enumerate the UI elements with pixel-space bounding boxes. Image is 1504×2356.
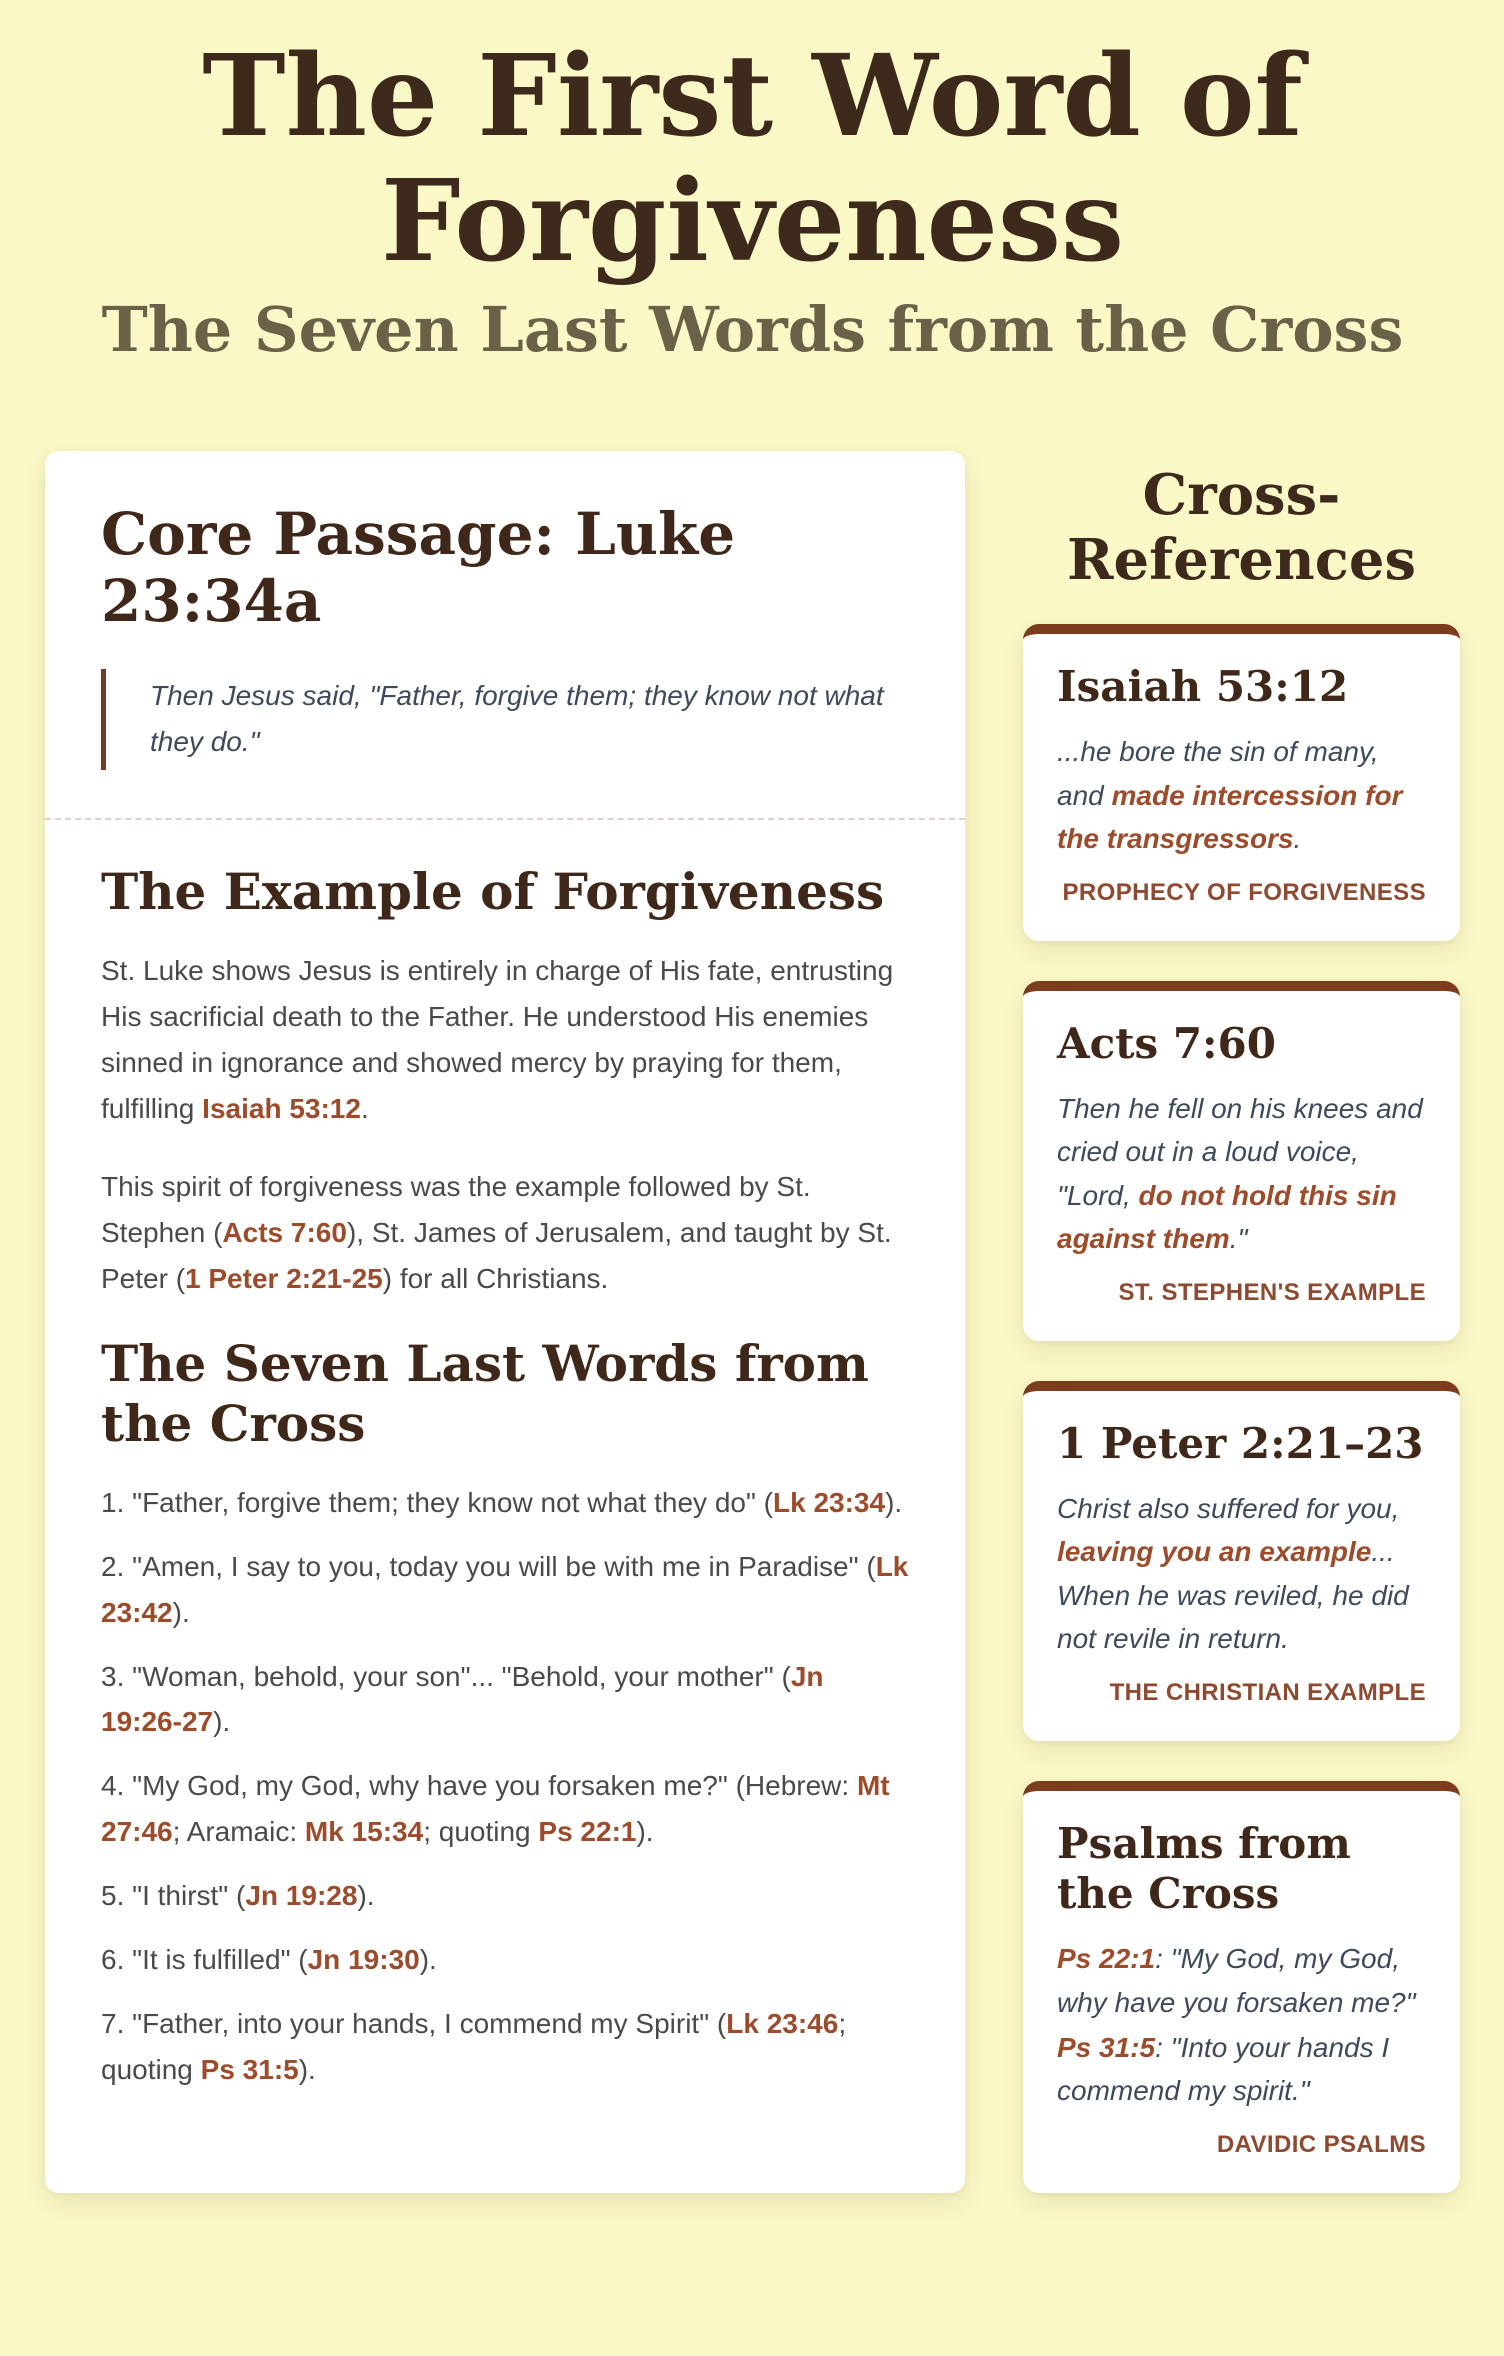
text-segment: Then he fell on his knees and cried out in a loud voice, "Lord, bbox=[1057, 1093, 1423, 1211]
scripture-ref[interactable]: Mt 27:46 bbox=[101, 1770, 890, 1848]
text-segment: ). bbox=[885, 1486, 903, 1518]
scripture-ref[interactable]: Ps 31:5 bbox=[200, 2053, 299, 2085]
xref-card-label: DAVIDIC PSALMS bbox=[1216, 2130, 1426, 2158]
text-segment: 2. "Amen, I say to you, today you will be with me in Paradise" ( bbox=[101, 1550, 876, 1582]
core-passage-quote-text: Then Jesus said, "Father, forgive them; they know not what they do." bbox=[150, 679, 884, 757]
list-item bbox=[101, 1937, 909, 1983]
list-item bbox=[101, 1654, 909, 1746]
text-segment: This spirit of forgiveness was the example followed by St. Stephen ( bbox=[101, 1171, 811, 1248]
text-segment: ; quoting bbox=[101, 2007, 847, 2085]
text-segment: 6. "It is fulfilled" ( bbox=[101, 1944, 308, 1976]
xref-card-label: THE CHRISTIAN EXAMPLE bbox=[1109, 1678, 1426, 1706]
emphasis-text: leaving you an example bbox=[1057, 1536, 1372, 1568]
xref-card-acts bbox=[1023, 981, 1460, 1341]
text-segment: 4. "My God, my God, why have you forsaken me?" (Hebrew: bbox=[101, 1770, 857, 1802]
core-passage-blockquote bbox=[101, 669, 909, 771]
scripture-ref[interactable]: Mk 15:34 bbox=[304, 1816, 424, 1848]
page-subtitle: The Seven Last Words from the Cross bbox=[101, 292, 1404, 366]
text-segment: ... When he was reviled, he did not revile in return. bbox=[1057, 1536, 1409, 1655]
scripture-ref[interactable]: Acts 7:60 bbox=[222, 1216, 347, 1248]
list-item bbox=[101, 1480, 909, 1526]
list-item bbox=[101, 1544, 909, 1636]
text-segment: St. Luke shows Jesus is entirely in charge of His fate, entrusting His sacrificial death to the Father. He understood His enemies sinned in ignorance and showed mercy by praying for them, fulfilling bbox=[101, 955, 894, 1125]
cross-references-sidebar bbox=[1023, 451, 1460, 2193]
core-passage-heading: Core Passage: Luke 23:34a bbox=[101, 500, 736, 635]
text-segment: 3. "Woman, behold, your son"... "Behold, your mother" ( bbox=[101, 1660, 791, 1692]
xref-card-heading: 1 Peter 2:21–23 bbox=[1057, 1418, 1424, 1468]
example-paragraph-1 bbox=[101, 948, 909, 1132]
text-segment: . bbox=[1293, 823, 1302, 855]
list-item bbox=[101, 2001, 909, 2093]
text-segment: . bbox=[360, 1093, 369, 1125]
xref-card-heading: Psalms from the Cross bbox=[1057, 1818, 1351, 1918]
text-segment: ), St. James of Jerusalem, and taught by St. Peter ( bbox=[101, 1216, 892, 1294]
scripture-ref[interactable]: 1 Peter 2:21-25 bbox=[185, 1262, 383, 1294]
seven-words-heading: The Seven Last Words from the Cross bbox=[101, 1333, 869, 1453]
text-segment: ). bbox=[172, 1596, 190, 1628]
xref-card-quote bbox=[1057, 2026, 1426, 2113]
xref-card-quote bbox=[1057, 730, 1426, 860]
text-segment: : "Into your hands I commend my spirit." bbox=[1057, 2032, 1390, 2107]
text-segment: ) for all Christians. bbox=[382, 1262, 609, 1294]
emphasis-text: made intercession for the transgressors bbox=[1057, 779, 1403, 855]
scripture-ref[interactable]: Lk 23:34 bbox=[773, 1486, 886, 1518]
scripture-ref[interactable]: Ps 22:1 bbox=[538, 1816, 637, 1848]
emphasis-text: Ps 22:1 bbox=[1057, 1943, 1156, 1975]
xref-card-psalms bbox=[1023, 1781, 1460, 2193]
xref-card-quote bbox=[1057, 1487, 1426, 1661]
seven-words-list bbox=[101, 1480, 909, 2093]
text-segment: ; Aramaic: bbox=[172, 1816, 305, 1848]
scripture-ref[interactable]: Lk 23:42 bbox=[101, 1550, 909, 1628]
xref-card-quote bbox=[1057, 1087, 1426, 1261]
text-segment: ). bbox=[357, 1880, 375, 1912]
text-segment: 5. "I thirst" ( bbox=[101, 1880, 246, 1912]
text-segment: ). bbox=[298, 2053, 316, 2085]
text-segment: : "My God, my God, why have you forsaken me?" bbox=[1057, 1943, 1416, 2018]
text-segment: ; quoting bbox=[423, 1816, 539, 1848]
xref-card-quote bbox=[1057, 1937, 1426, 2024]
scripture-ref[interactable]: Lk 23:46 bbox=[726, 2007, 839, 2039]
main-card bbox=[45, 451, 965, 2193]
xref-card-heading: Acts 7:60 bbox=[1057, 1018, 1277, 1068]
xref-card-peter bbox=[1023, 1381, 1460, 1741]
scripture-ref[interactable]: Jn 19:30 bbox=[307, 1944, 420, 1976]
text-segment: ). bbox=[419, 1944, 437, 1976]
text-segment: ). bbox=[213, 1706, 231, 1738]
example-paragraph-2 bbox=[101, 1164, 909, 1302]
emphasis-text: do not hold this sin against them bbox=[1057, 1179, 1397, 1255]
section-divider bbox=[45, 818, 965, 820]
xref-card-isaiah bbox=[1023, 624, 1460, 941]
example-section-heading: The Example of Forgiveness bbox=[101, 862, 885, 922]
cross-references-heading: Cross-References bbox=[1067, 462, 1416, 593]
text-segment: ." bbox=[1229, 1223, 1248, 1255]
xref-card-label: PROPHECY OF FORGIVENESS bbox=[1062, 878, 1426, 906]
text-segment: 1. "Father, forgive them; they know not what they do" ( bbox=[101, 1486, 773, 1518]
emphasis-text: Ps 31:5 bbox=[1057, 2032, 1156, 2064]
list-item bbox=[101, 1763, 909, 1855]
scripture-ref[interactable]: Jn 19:28 bbox=[245, 1880, 358, 1912]
xref-card-label: ST. STEPHEN'S EXAMPLE bbox=[1118, 1278, 1426, 1306]
text-segment: ). bbox=[636, 1816, 654, 1848]
text-segment: 7. "Father, into your hands, I commend my Spirit" ( bbox=[101, 2007, 727, 2039]
text-segment: Christ also suffered for you, bbox=[1057, 1492, 1400, 1524]
list-item bbox=[101, 1873, 909, 1919]
page-header bbox=[45, 31, 1460, 367]
text-segment: ...he bore the sin of many, and bbox=[1057, 736, 1379, 811]
xref-card-heading: Isaiah 53:12 bbox=[1057, 662, 1349, 712]
content-layout bbox=[45, 451, 1460, 2193]
page-title: The First Word of Forgiveness bbox=[202, 31, 1303, 288]
scripture-ref[interactable]: Isaiah 53:12 bbox=[202, 1093, 361, 1125]
scripture-ref[interactable]: Jn 19:26-27 bbox=[101, 1660, 824, 1738]
